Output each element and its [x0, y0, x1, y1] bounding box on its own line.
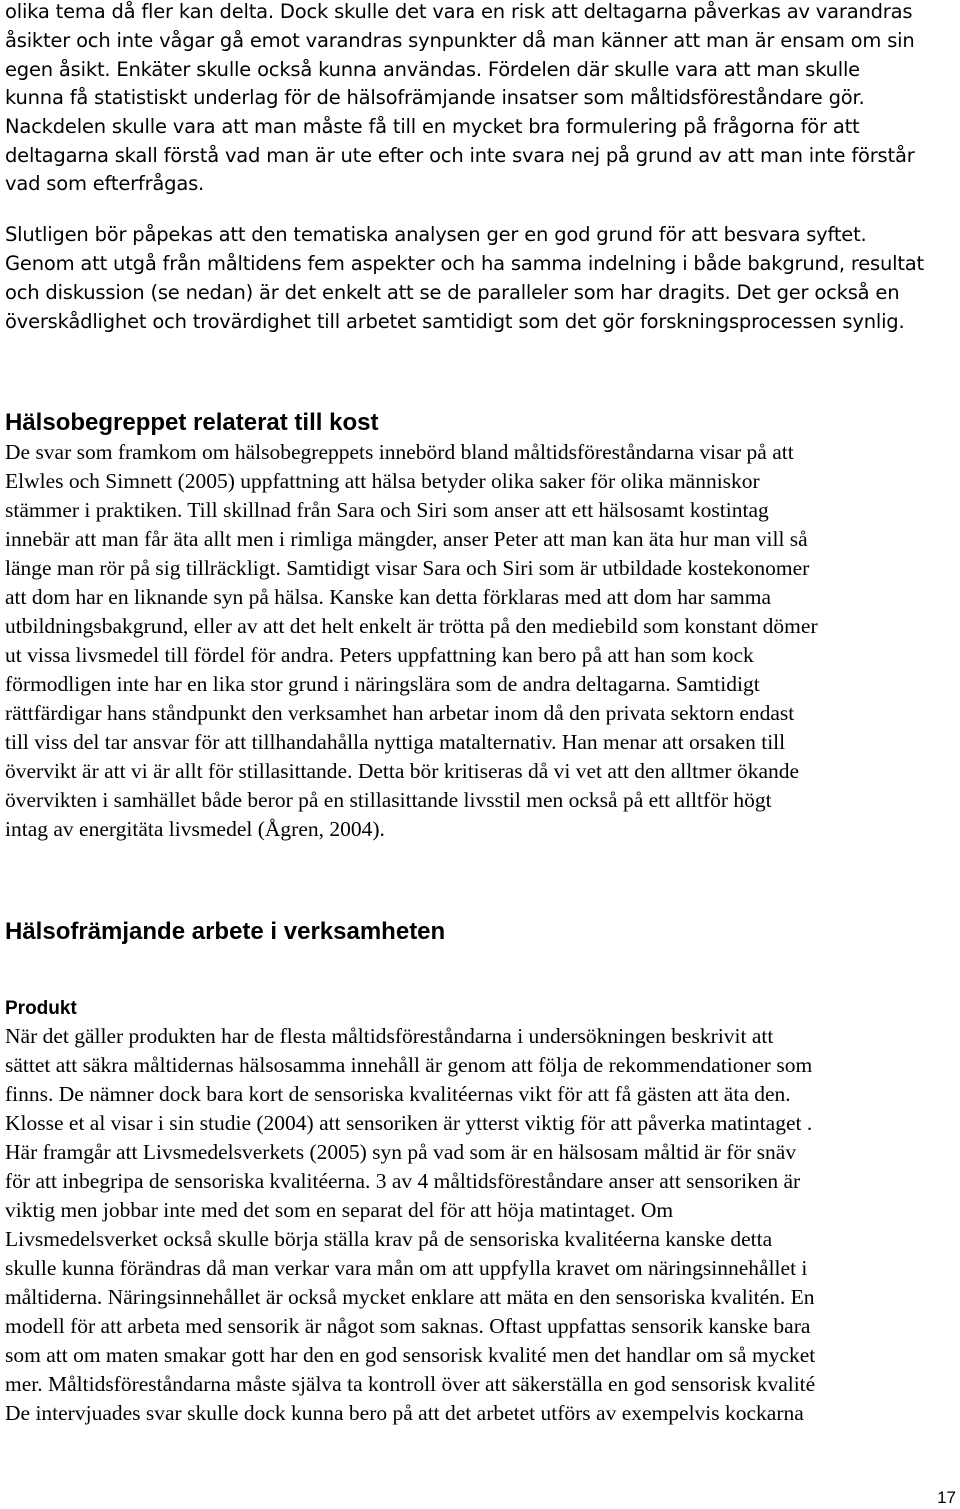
body-text-line: Elwles och Simnett (2005) uppfattning att hälsa betyder olika saker för olika människor [5, 469, 760, 493]
body-text-line: förmodligen inte har en lika stor grund i näringslära som de andra deltagarna. Samtidigt [5, 672, 760, 696]
body-text-line: att dom har en liknande syn på hälsa. Kanske kan detta förklaras med att dom har samma [5, 585, 771, 609]
body-text-line: När det gäller produkten har de flesta måltidsföreståndarna i undersökningen beskrivit att [5, 1024, 774, 1048]
body-text-line: vad som efterfrågas. [5, 172, 205, 195]
body-text-line: överskådlighet och trovärdighet till arbetet samtidigt som det gör forskningsprocessen synlig. [5, 310, 905, 333]
section-heading-health: Hälsobegreppet relaterat till kost [5, 409, 379, 436]
body-text-line: sättet att säkra måltidernas hälsosamma innehåll är genom att följa de rekommendationer som [5, 1053, 813, 1077]
body-text-line: till viss del tar ansvar för att tillhandahålla nyttiga matalternativ. Han menar att orsaken till [5, 730, 786, 754]
body-text-line: De intervjuades svar skulle dock kunna bero på att det arbetet utförs av exempelvis kockarna [5, 1401, 804, 1425]
subsection-heading-product: Produkt [5, 998, 77, 1019]
body-text-line: Livsmedelsverket också skulle börja ställa krav på de sensoriska kvalitéerna kanske detta [5, 1227, 773, 1251]
body-text-line: De svar som framkom om hälsobegreppets innebörd bland måltidsföreståndarna visar på att [5, 440, 794, 464]
body-text-line: mer. Måltidsföreståndarna måste själva ta kontroll över att säkerställa en god sensorisk kvalité [5, 1372, 816, 1396]
body-text-line: Nackdelen skulle vara att man måste få till en mycket bra formulering på frågorna för att [5, 115, 860, 138]
section-heading-health-work: Hälsofrämjande arbete i verksamheten [5, 918, 446, 945]
body-text-line: kunna få statistiskt underlag för de hälsofrämjande insatser som måltidsföreståndare gör. [5, 86, 865, 109]
body-text-line: för att inbegripa de sensoriska kvalitéerna. 3 av 4 måltidsföreståndare anser att sensoriken är [5, 1169, 801, 1193]
body-text-line: som att om maten smakar gott har den en god sensorisk kvalité men det handlar om så mycket [5, 1343, 816, 1367]
body-text-line: ut vissa livsmedel till fördel för andra. Peters uppfattning kan bero på att han som kock [5, 643, 754, 667]
body-text-line: intag av energitäta livsmedel (Ågren, 2004). [5, 817, 385, 841]
body-text-line: egen åsikt. Enkäter skulle också kunna användas. Fördelen där skulle vara att man skulle [5, 58, 860, 81]
body-text-line: viktig men jobbar inte med det som en separat del för att höja matintaget. Om [5, 1198, 674, 1222]
body-text-line: olika tema då fler kan delta. Dock skulle det vara en risk att deltagarna påverkas av varandras [5, 0, 913, 23]
body-text-line: rättfärdigar hans ståndpunkt den verksamhet han arbetar inom då den privata sektorn endast [5, 701, 795, 725]
body-text-line: åsikter och inte vågar gå emot varandras synpunkter då man känner att man är ensam om sin [5, 29, 915, 52]
body-text-line: skulle kunna förändras då man verkar vara mån om att uppfylla kravet om näringsinnehållet i [5, 1256, 808, 1280]
body-text-line: måltiderna. Näringsinnehållet är också mycket enklare att mäta en den sensoriska kvalitén. En [5, 1285, 815, 1309]
body-text-line: Genom att utgå från måltidens fem aspekter och ha samma indelning i både bakgrund, resultat [5, 252, 924, 275]
body-text-line: stämmer i praktiken. Till skillnad från Sara och Siri som anser att ett hälsosamt kostintag [5, 498, 769, 522]
body-text-line: deltagarna skall förstå vad man är ute efter och inte svara nej på grund av att man inte förstår [5, 144, 915, 167]
body-text-line: övervikt är att vi är allt för stillasittande. Detta bör kritiseras då vi vet att den alltmer ökande [5, 759, 800, 783]
body-text-line: utbildningsbakgrund, eller av att det helt enkelt är trötta på den mediebild som konstant dömer [5, 614, 818, 638]
body-text-line: och diskussion (se nedan) är det enkelt att se de paralleler som har dragits. Det ger också en [5, 281, 900, 304]
body-text-line: Klosse et al visar i sin studie (2004) att sensoriken är ytterst viktig för att påverka matintaget . [5, 1111, 813, 1135]
body-text-line: finns. De nämner dock bara kort de sensoriska kvalitéernas vikt för att få gästen att äta den. [5, 1082, 791, 1106]
body-text-line: övervikten i samhället både beror på en stillasittande livsstil men också på ett alltför högt [5, 788, 772, 812]
page-number: 17 [937, 1488, 956, 1507]
body-text-line: Här framgår att Livsmedelsverkets (2005) syn på vad som är en hälsosam måltid är för snäv [5, 1140, 797, 1164]
body-text-line: Slutligen bör påpekas att den tematiska analysen ger en god grund för att besvara syftet. [5, 223, 867, 246]
body-text-line: modell för att arbeta med sensorik är något som saknas. Oftast uppfattas sensorik kanske bara [5, 1314, 811, 1338]
body-text-line: innebär att man får äta allt men i rimliga mängder, anser Peter att man kan äta hur man vill så [5, 527, 808, 551]
body-text-line: länge man rör på sig tillräckligt. Samtidigt visar Sara och Siri som är utbildade kostekonomer [5, 556, 810, 580]
